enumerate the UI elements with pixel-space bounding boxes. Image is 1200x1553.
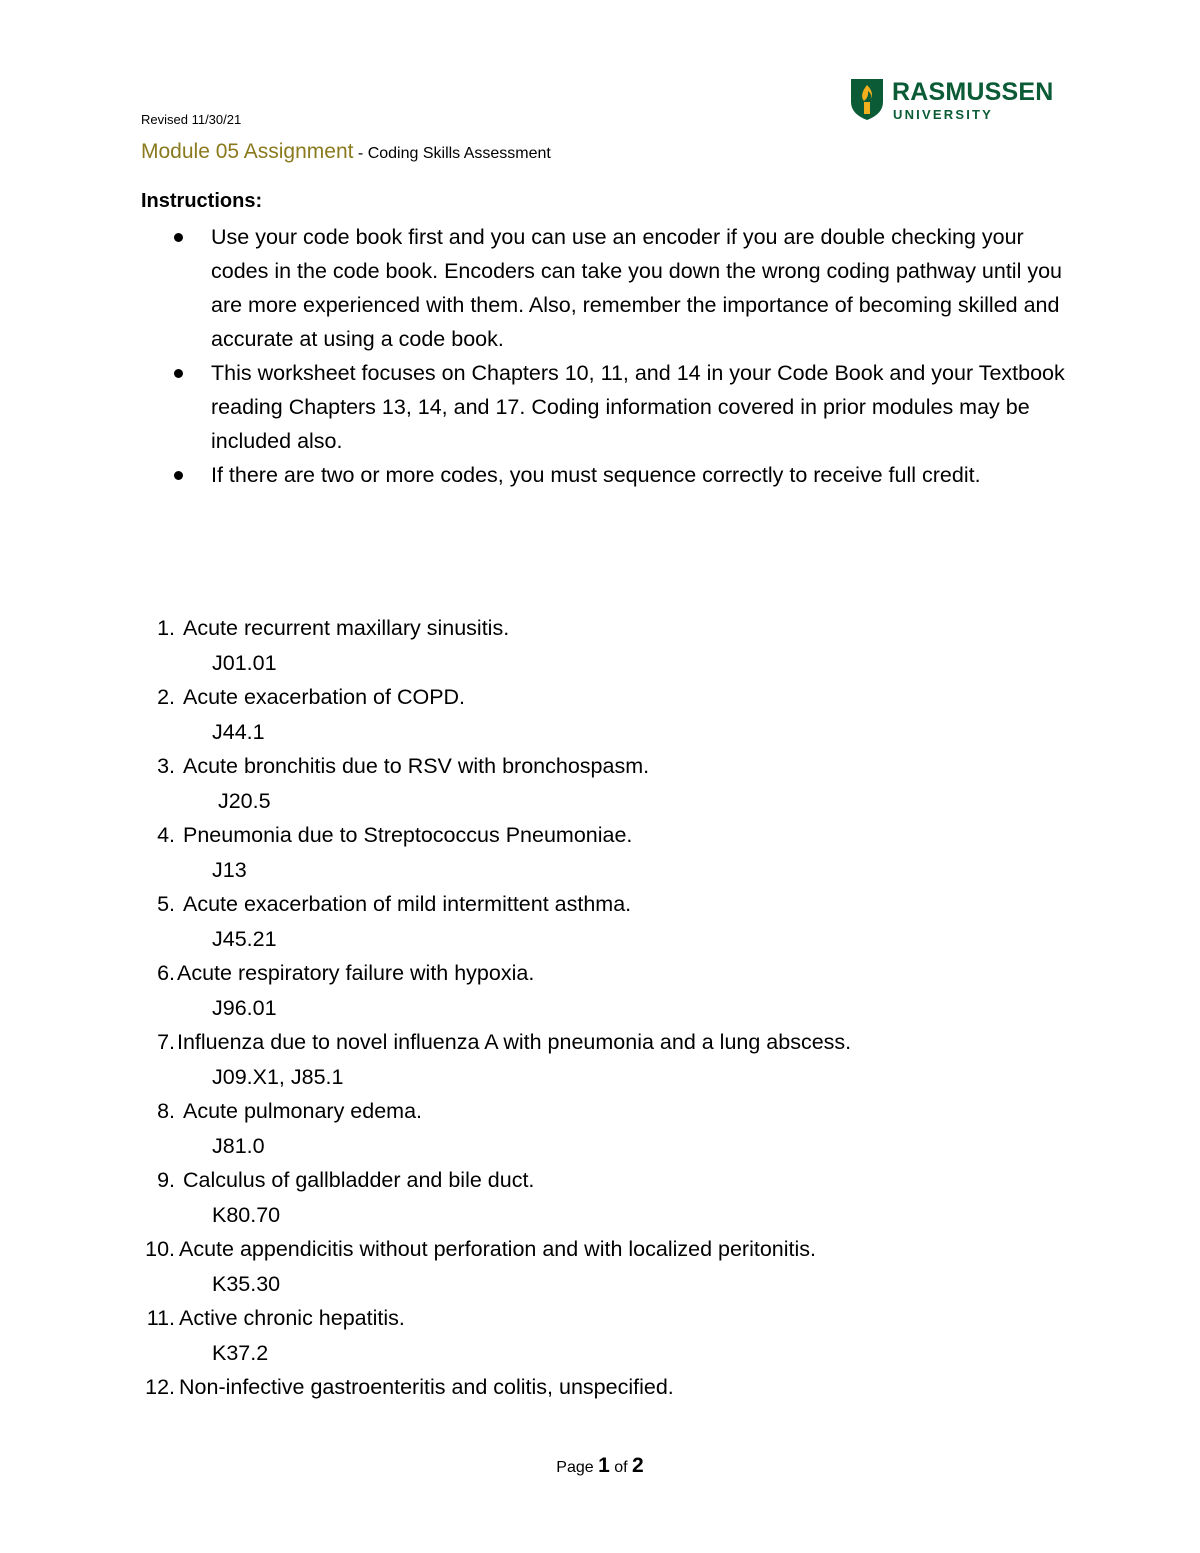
question-item	[141, 956, 1071, 1025]
question-text: Acute recurrent maxillary sinusitis.	[183, 616, 510, 640]
answer-code: J45.21	[212, 926, 277, 951]
answer-code: J81.0	[212, 1133, 265, 1158]
question-number: 10.	[145, 1237, 175, 1261]
question-item	[141, 1163, 1071, 1232]
answer-code: J01.01	[212, 650, 277, 675]
title-subtitle: - Coding Skills Assessment	[353, 145, 551, 162]
revised-date: Revised 11/30/21	[141, 112, 242, 127]
question-item	[141, 1025, 1071, 1094]
question-number: 5.	[157, 892, 175, 916]
page-label: Page	[556, 1459, 599, 1476]
bullet-icon	[174, 471, 183, 480]
assignment-title	[141, 140, 551, 164]
question-text: Non-infective gastroenteritis and colitis, unspecified.	[179, 1375, 674, 1399]
question-item	[141, 1301, 1071, 1370]
page-total: 2	[632, 1454, 644, 1477]
bullet-icon	[174, 369, 183, 378]
logo-subtitle: UNIVERSITY	[893, 107, 994, 122]
question-text: Influenza due to novel influenza A with pneumonia and a lung abscess.	[177, 1030, 852, 1054]
instruction-item: This worksheet focuses on Chapters 10, 11, and 14 in your Code Book and your Textbook reading Chapters 13, 14, and 17. Coding information covered in prior modules may be included also.	[141, 356, 1071, 458]
question-number: 2.	[157, 685, 175, 709]
instructions-list	[141, 220, 1071, 492]
instructions-heading: Instructions:	[141, 190, 263, 212]
question-number: 9.	[157, 1168, 175, 1192]
question-item	[141, 680, 1071, 749]
question-number: 3.	[157, 754, 175, 778]
answer-code: J20.5	[212, 788, 271, 813]
question-item	[141, 611, 1071, 680]
question-text: Acute exacerbation of COPD.	[183, 685, 466, 709]
answer-code: J13	[212, 857, 247, 882]
question-number: 8.	[157, 1099, 175, 1123]
answer-code: J96.01	[212, 995, 277, 1020]
question-text: Acute bronchitis due to RSV with bronchospasm.	[183, 754, 650, 778]
question-text: Acute appendicitis without perforation and with localized peritonitis.	[179, 1237, 817, 1261]
university-logo	[848, 76, 1058, 124]
question-number: 7.	[157, 1030, 175, 1054]
question-item	[141, 1370, 1071, 1405]
question-number: 6.	[157, 961, 175, 985]
question-number: 1.	[157, 616, 175, 640]
question-list	[141, 611, 1071, 1405]
page-current: 1	[598, 1454, 610, 1477]
question-number: 4.	[157, 823, 175, 847]
question-item	[141, 887, 1071, 956]
logo-name: RASMUSSEN	[892, 78, 1054, 106]
answer-code: J44.1	[212, 719, 265, 744]
answer-code: J09.X1, J85.1	[212, 1064, 344, 1089]
bullet-icon	[174, 233, 183, 242]
question-text: Acute pulmonary edema.	[183, 1099, 423, 1123]
title-main: Module 05 Assignment	[141, 140, 354, 163]
answer-code: K37.2	[212, 1340, 269, 1365]
page-of-label: of	[609, 1459, 633, 1476]
question-item	[141, 749, 1071, 818]
question-text: Pneumonia due to Streptococcus Pneumoniae.	[183, 823, 633, 847]
torch-shield-icon	[848, 76, 886, 122]
question-item	[141, 1232, 1071, 1301]
question-number: 11.	[146, 1306, 175, 1330]
question-text: Acute respiratory failure with hypoxia.	[177, 961, 535, 985]
question-number: 12.	[145, 1375, 175, 1399]
question-text: Acute exacerbation of mild intermittent asthma.	[183, 892, 632, 916]
question-item	[141, 1094, 1071, 1163]
answer-code: K80.70	[212, 1202, 281, 1227]
question-text: Calculus of gallbladder and bile duct.	[183, 1168, 535, 1192]
question-text: Active chronic hepatitis.	[179, 1306, 405, 1330]
instruction-item: If there are two or more codes, you must sequence correctly to receive full credit.	[141, 458, 1071, 492]
instruction-item: Use your code book first and you can use an encoder if you are double checking your codes in the code book. Encoders can take you down the wrong coding pathway until you are more experienced with them. Also, remember the importance of becoming skilled and accurate at using a code book.	[141, 220, 1071, 356]
answer-code: K35.30	[212, 1271, 281, 1296]
question-item	[141, 818, 1071, 887]
page-footer	[0, 1454, 1200, 1478]
